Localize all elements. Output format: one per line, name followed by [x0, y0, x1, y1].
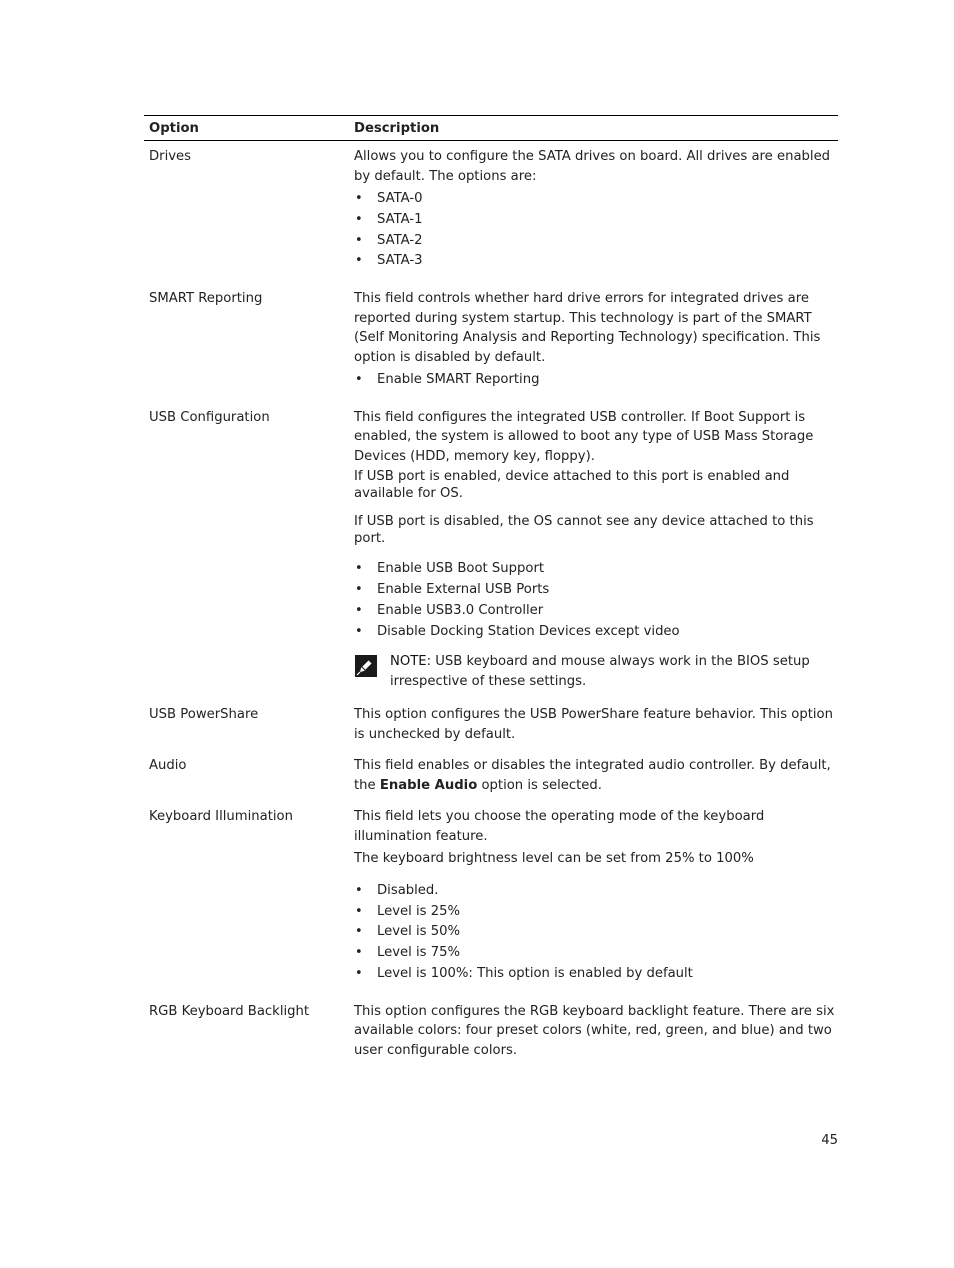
drives-list — [354, 189, 838, 271]
description-audio — [349, 756, 838, 807]
list-item: • SATA-1 — [354, 210, 838, 230]
description-smart-reporting — [349, 289, 838, 408]
list-item: • Level is 100%: This option is enabled by default — [354, 964, 838, 984]
audio-text-after: option is selected. — [481, 777, 602, 793]
list-item: • SATA-3 — [354, 251, 838, 271]
keyboard-text-2: The keyboard brightness level can be set from 25% to 100% — [354, 851, 754, 867]
list-item: • Disable Docking Station Devices except video — [354, 622, 838, 642]
usb-text-3: If USB port is disabled, the OS cannot see any device attached to this port. — [354, 514, 814, 546]
list-item: • Enable USB3.0 Controller — [354, 601, 838, 621]
list-item: • SATA-0 — [354, 189, 838, 209]
table-row-keyboard-illumination — [144, 807, 838, 1001]
audio-text-bold: Enable Audio — [379, 777, 478, 793]
header-description: Description — [349, 116, 838, 141]
usb-text-1: This field configures the integrated USB controller. If Boot Support is enabled, the system is allowed to boot any type of USB Mass Storage Devices (HDD, memory key, floppy). — [354, 409, 814, 464]
keyboard-text-1: This field lets you choose the operating mode of the keyboard illumination feature. — [354, 809, 765, 844]
table-row-smart-reporting — [144, 289, 838, 408]
list-item: • Disabled. — [354, 881, 838, 901]
table-row-usb-configuration — [144, 408, 838, 705]
description-rgb-keyboard-backlight — [349, 1002, 838, 1064]
audio-text — [354, 756, 838, 795]
option-keyboard-illumination: Keyboard Illumination — [149, 809, 293, 825]
description-keyboard-illumination — [349, 807, 838, 1001]
powershare-text: This option configures the USB PowerShare feature behavior. This option is unchecked by default. — [354, 707, 833, 742]
note-body — [390, 652, 838, 691]
list-item: • Level is 75% — [354, 943, 838, 963]
option-smart-reporting: SMART Reporting — [149, 291, 263, 307]
table-header-row — [144, 116, 838, 141]
pencil-note-icon — [354, 654, 378, 678]
audio-text-before: This field enables or disables the integrated audio controller. By default, the — [354, 758, 831, 793]
option-usb-powershare: USB PowerShare — [149, 707, 259, 723]
smart-text: This field controls whether hard drive errors for integrated drives are reported during system startup. This technology is part of the SMART (Self Monitoring Analysis and Reporting Technology) specification. This option is disabled by default. — [354, 291, 821, 365]
description-drives — [349, 141, 838, 290]
table-row-usb-powershare — [144, 705, 838, 756]
options-table — [144, 115, 838, 1063]
drives-text: Allows you to configure the SATA drives on board. All drives are enabled by default. The options are: — [354, 149, 831, 184]
list-item: • Enable USB Boot Support — [354, 559, 838, 579]
list-item: • SATA-2 — [354, 231, 838, 251]
note-label: NOTE: — [390, 654, 432, 670]
keyboard-list — [354, 881, 838, 984]
option-drives: Drives — [149, 149, 192, 164]
page-number: 45 — [821, 1133, 838, 1148]
list-item: • Enable SMART Reporting — [354, 370, 838, 390]
usb-note — [354, 652, 838, 691]
option-audio: Audio — [149, 758, 187, 774]
description-usb-configuration — [349, 408, 838, 705]
option-rgb-keyboard-backlight: RGB Keyboard Backlight — [149, 1003, 310, 1019]
header-option: Option — [144, 116, 349, 141]
table-row-drives — [144, 141, 838, 290]
note-text: USB keyboard and mouse always work in the BIOS setup irrespective of these settings. — [390, 654, 810, 689]
list-item: • Enable External USB Ports — [354, 580, 838, 600]
smart-list — [354, 370, 838, 390]
table-row-audio — [144, 756, 838, 807]
option-usb-configuration: USB Configuration — [149, 409, 270, 425]
usb-list — [354, 559, 838, 641]
usb-text-2: If USB port is enabled, device attached to this port is enabled and available for OS. — [354, 469, 790, 501]
list-item: • Level is 50% — [354, 922, 838, 942]
list-item: • Level is 25% — [354, 902, 838, 922]
table-row-rgb-keyboard-backlight — [144, 1002, 838, 1064]
description-usb-powershare — [349, 705, 838, 756]
rgb-text: This option configures the RGB keyboard backlight feature. There are six available colors: four preset colors (white, red, green, and blue) and two user configurable colors. — [354, 1003, 835, 1058]
